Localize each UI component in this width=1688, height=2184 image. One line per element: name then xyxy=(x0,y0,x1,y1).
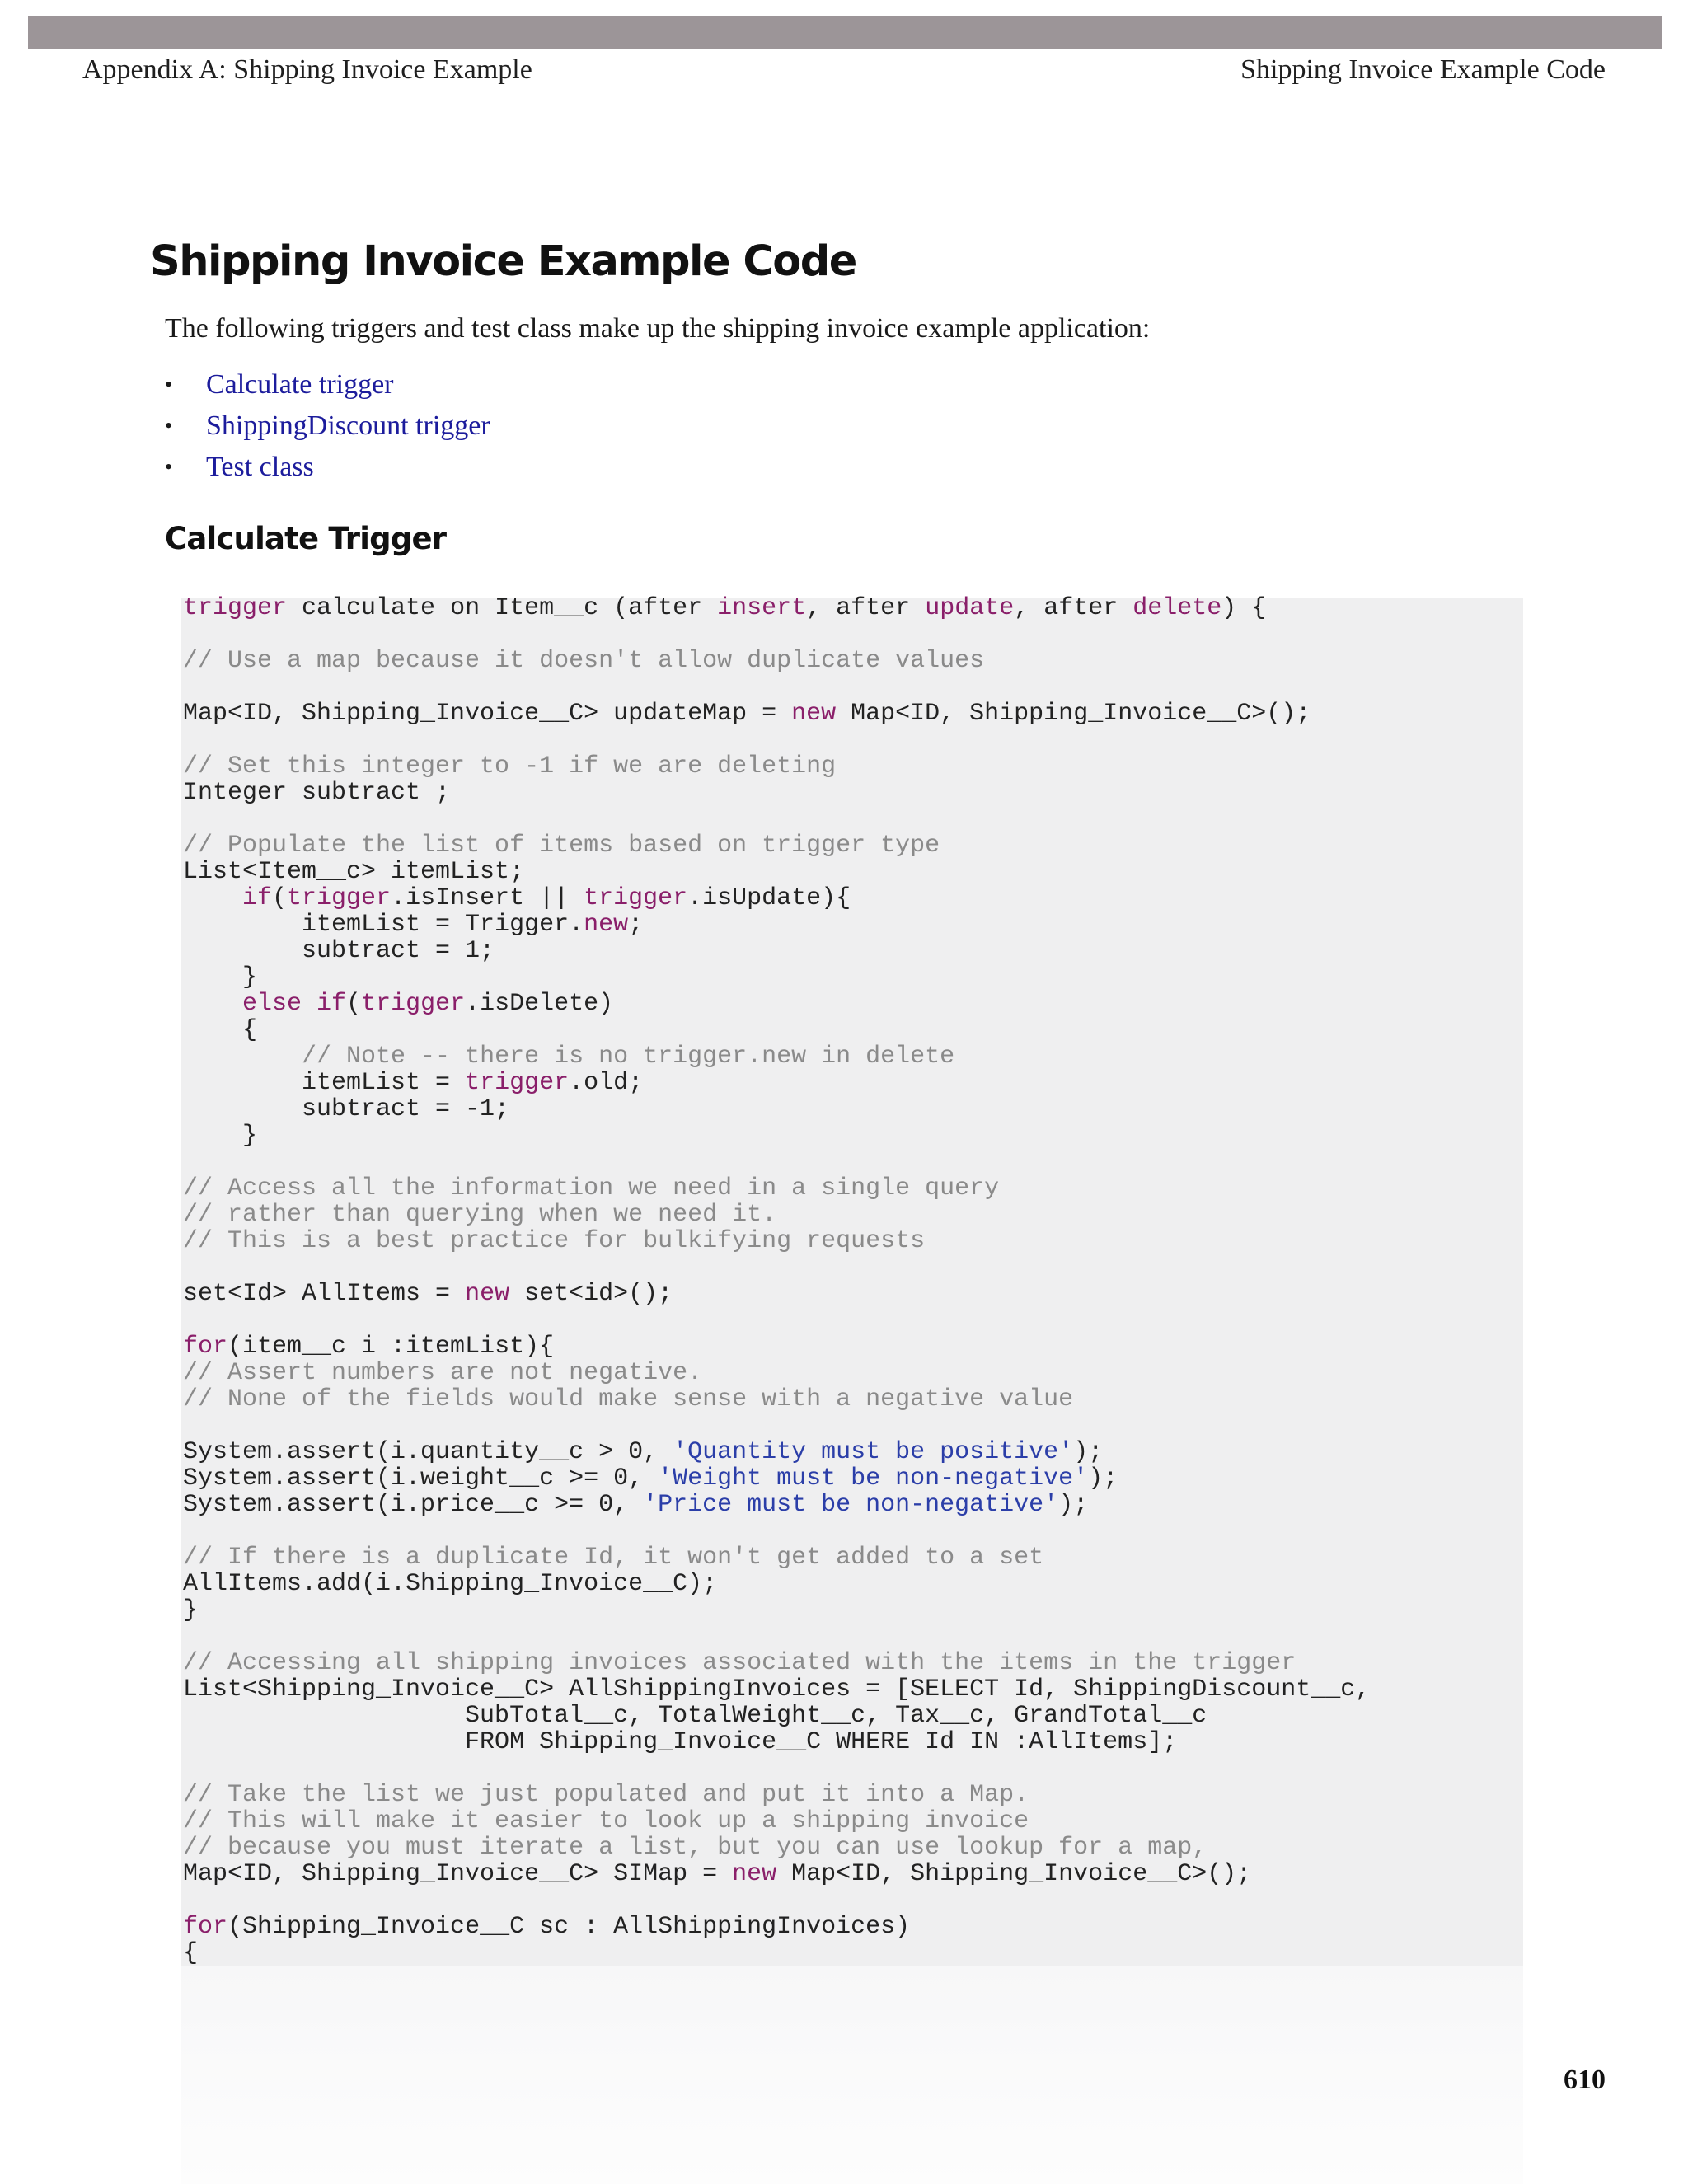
code-line xyxy=(183,1676,1370,1703)
code-line xyxy=(183,938,1370,964)
code-line xyxy=(183,1861,1370,1887)
code-token: ; xyxy=(628,911,644,939)
code-line xyxy=(183,1492,1370,1518)
code-token: for xyxy=(183,1333,228,1361)
code-token: // None of the fields would make sense with a negative value xyxy=(183,1385,1074,1413)
code-token: , after xyxy=(806,594,926,622)
code-token: // Accessing all shipping invoices associated with the items in the trigger xyxy=(183,1649,1296,1677)
code-token: // If there is a duplicate Id, it won't get added to a set xyxy=(183,1544,1044,1572)
bullet-icon: • xyxy=(165,414,173,438)
code-token: new xyxy=(465,1280,510,1308)
code-token: // Take the list we just populated and put it into a Map. xyxy=(183,1781,1029,1809)
code-block xyxy=(183,595,1370,1966)
code-token: // Note -- there is no trigger.new in delete xyxy=(302,1043,955,1071)
code-line xyxy=(183,1650,1370,1676)
code-token: new xyxy=(732,1860,777,1888)
code-token: trigger xyxy=(183,594,288,622)
code-token: List<Shipping_Invoice__C> AllShippingInvoices = [SELECT Id, ShippingDiscount__c, xyxy=(183,1675,1371,1704)
code-line xyxy=(183,1465,1370,1492)
code-token: subtract = -1; xyxy=(183,1095,510,1123)
code-line xyxy=(183,1571,1370,1597)
code-token: ); xyxy=(1073,1438,1104,1466)
code-line xyxy=(183,1940,1370,1966)
code-token: new xyxy=(584,911,629,939)
code-token: // Set this integer to -1 if we are deleting xyxy=(183,752,837,780)
code-line xyxy=(183,1914,1370,1940)
code-token: trigger xyxy=(287,884,392,912)
code-token: Map<ID, Shipping_Invoice__C>(); xyxy=(776,1860,1252,1888)
code-token: System.assert(i.price__c >= 0, xyxy=(183,1491,644,1519)
code-token: .isUpdate){ xyxy=(687,884,851,912)
bullet-icon: • xyxy=(165,455,173,479)
code-line xyxy=(183,1703,1370,1729)
running-head-left: Appendix A: Shipping Invoice Example xyxy=(82,54,532,85)
code-line xyxy=(183,1043,1370,1070)
code-token: 'Price must be non-negative' xyxy=(643,1491,1059,1519)
page-title: Shipping Invoice Example Code xyxy=(150,237,856,286)
code-line xyxy=(183,753,1370,780)
code-token: .old; xyxy=(569,1069,644,1097)
code-token: // Use a map because it doesn't allow duplicate values xyxy=(183,647,985,675)
code-line xyxy=(183,806,1370,832)
code-token: System.assert(i.weight__c >= 0, xyxy=(183,1465,659,1493)
list-item xyxy=(165,405,490,447)
code-token: delete xyxy=(1132,594,1222,622)
code-token: calculate on Item__c (after xyxy=(287,594,718,622)
code-line xyxy=(183,1281,1370,1307)
code-token: } xyxy=(183,1596,199,1624)
link-calculate-trigger[interactable]: Calculate trigger xyxy=(206,369,394,400)
code-token: // This is a best practice for bulkifying requests xyxy=(183,1227,926,1255)
code-line xyxy=(183,885,1370,912)
code-line xyxy=(183,1307,1370,1333)
code-token xyxy=(183,990,242,1018)
code-line xyxy=(183,832,1370,859)
code-token: } xyxy=(183,963,258,991)
code-token: trigger xyxy=(361,990,466,1018)
bullet-icon: • xyxy=(165,373,173,396)
code-line xyxy=(183,1386,1370,1413)
code-line xyxy=(183,1333,1370,1360)
code-token: (Shipping_Invoice__C sc : AllShippingInvoices) xyxy=(227,1913,911,1941)
code-token: (item__c i :itemList){ xyxy=(227,1333,555,1361)
code-token xyxy=(183,1043,302,1071)
code-line xyxy=(183,595,1370,621)
code-token: // Populate the list of items based on trigger type xyxy=(183,832,940,860)
code-line xyxy=(183,1624,1370,1650)
code-token: { xyxy=(183,1939,199,1967)
code-token: List<Item__c> itemList; xyxy=(183,858,525,886)
code-token: , after xyxy=(1014,594,1133,622)
code-token: trigger xyxy=(465,1069,570,1097)
code-line xyxy=(183,1835,1370,1861)
code-line xyxy=(183,1202,1370,1228)
code-token: .isInsert || xyxy=(391,884,584,912)
code-token: if xyxy=(242,884,273,912)
code-token: SubTotal__c, TotalWeight__c, Tax__c, GrandTotal__c xyxy=(183,1702,1207,1730)
code-line xyxy=(183,991,1370,1017)
code-token: { xyxy=(183,1016,258,1044)
code-token: subtract = 1; xyxy=(183,937,495,965)
code-token: Map<ID, Shipping_Invoice__C>(); xyxy=(836,700,1311,728)
code-line xyxy=(183,1228,1370,1254)
code-line xyxy=(183,1729,1370,1755)
link-test-class[interactable]: Test class xyxy=(206,452,314,482)
code-line xyxy=(183,1518,1370,1544)
code-token: else if xyxy=(242,990,347,1018)
code-token: ) { xyxy=(1221,594,1267,622)
code-line xyxy=(183,1070,1370,1096)
code-token: System.assert(i.quantity__c > 0, xyxy=(183,1438,673,1466)
code-line xyxy=(183,648,1370,674)
code-line xyxy=(183,1544,1370,1571)
code-token: // Assert numbers are not negative. xyxy=(183,1359,703,1387)
code-token: AllItems.add(i.Shipping_Invoice__C); xyxy=(183,1570,718,1598)
code-token: update xyxy=(925,594,1015,622)
code-line xyxy=(183,1597,1370,1624)
code-token: } xyxy=(183,1122,258,1150)
code-token: FROM Shipping_Invoice__C WHERE Id IN :AllItems]; xyxy=(183,1728,1178,1756)
code-token: itemList = xyxy=(183,1069,466,1097)
code-token: .isDelete) xyxy=(465,990,614,1018)
code-token: 'Weight must be non-negative' xyxy=(658,1465,1089,1493)
code-token: Map<ID, Shipping_Invoice__C> SIMap = xyxy=(183,1860,733,1888)
code-token: 'Quantity must be positive' xyxy=(673,1438,1074,1466)
top-bar xyxy=(28,16,1662,49)
code-token: // This will make it easier to look up a shipping invoice xyxy=(183,1807,1029,1835)
code-line xyxy=(183,1439,1370,1465)
code-line xyxy=(183,1122,1370,1149)
code-panel-fade xyxy=(181,1966,1523,2184)
code-line xyxy=(183,1017,1370,1043)
code-token: ( xyxy=(346,990,362,1018)
code-token: Integer subtract ; xyxy=(183,779,451,807)
page-number: 610 xyxy=(1564,2064,1606,2095)
code-line xyxy=(183,674,1370,701)
code-line xyxy=(183,701,1370,727)
code-line xyxy=(183,1808,1370,1835)
running-head-right: Shipping Invoice Example Code xyxy=(1240,54,1606,85)
code-token: for xyxy=(183,1913,228,1941)
code-line xyxy=(183,1360,1370,1386)
link-shipping-discount-trigger[interactable]: ShippingDiscount trigger xyxy=(206,410,490,441)
code-token: // Access all the information we need in a single query xyxy=(183,1174,1000,1202)
link-list xyxy=(165,364,490,488)
code-token: ); xyxy=(1058,1491,1089,1519)
code-token: insert xyxy=(717,594,807,622)
code-token: // rather than querying when we need it. xyxy=(183,1201,777,1229)
code-token: set<id>(); xyxy=(509,1280,673,1308)
code-token: itemList = Trigger. xyxy=(183,911,584,939)
code-line xyxy=(183,964,1370,991)
section-title: Calculate Trigger xyxy=(165,521,447,556)
code-line xyxy=(183,1149,1370,1175)
code-line xyxy=(183,780,1370,806)
code-token: new xyxy=(791,700,837,728)
code-line xyxy=(183,727,1370,753)
code-line xyxy=(183,1175,1370,1202)
code-token: ( xyxy=(272,884,288,912)
code-token: Map<ID, Shipping_Invoice__C> updateMap = xyxy=(183,700,792,728)
code-line xyxy=(183,1254,1370,1281)
code-token: // because you must iterate a list, but you can use lookup for a map, xyxy=(183,1834,1207,1862)
list-item xyxy=(165,447,490,488)
code-token: set<Id> AllItems = xyxy=(183,1280,466,1308)
code-line xyxy=(183,1413,1370,1439)
code-line xyxy=(183,912,1370,938)
code-line xyxy=(183,1755,1370,1782)
code-line xyxy=(183,859,1370,885)
code-line xyxy=(183,1096,1370,1122)
code-token xyxy=(183,884,242,912)
code-line xyxy=(183,621,1370,648)
list-item xyxy=(165,364,490,405)
intro-text: The following triggers and test class make up the shipping invoice example application: xyxy=(165,313,1151,344)
code-line xyxy=(183,1887,1370,1914)
code-line xyxy=(183,1782,1370,1808)
code-token: trigger xyxy=(584,884,688,912)
code-token: ); xyxy=(1088,1465,1118,1493)
